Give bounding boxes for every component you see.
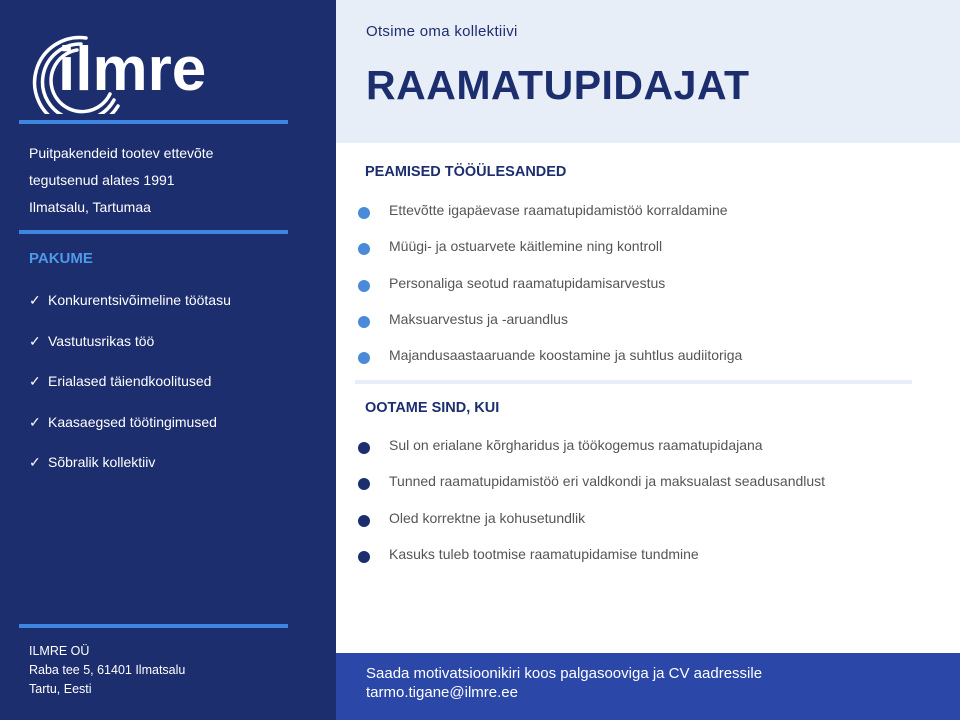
address-line: ILMRE OÜ	[29, 644, 90, 658]
list-item-text: Sul on erialane kõrgharidus ja töökogemus raamatupidajana	[389, 437, 763, 453]
bullet-icon	[358, 316, 370, 328]
sidebar-divider	[19, 230, 288, 234]
duties-list	[358, 202, 742, 383]
list-item	[358, 311, 742, 347]
list-item-text: Tunned raamatupidamistöö eri valdkondi ja maksualast seadusandlust	[389, 473, 826, 490]
offer-item	[29, 414, 231, 455]
company-line: Ilmatsalu, Tartumaa	[29, 199, 151, 215]
company-address	[29, 642, 185, 699]
footer-instructions: Saada motivatsioonikiri koos palgasooviga ja CV aadressile	[366, 665, 763, 682]
list-item	[358, 437, 825, 473]
bullet-icon	[358, 442, 370, 454]
sidebar-divider	[19, 120, 288, 124]
list-item	[358, 347, 742, 383]
list-item	[358, 238, 742, 274]
company-line: Puitpakendeid tootev ettevõte	[29, 145, 214, 161]
offer-item	[29, 373, 231, 414]
address-line: Raba tee 5, 61401 Ilmatsalu	[29, 663, 186, 677]
bullet-icon	[358, 207, 370, 219]
section-divider	[355, 380, 912, 384]
bullet-icon	[358, 243, 370, 255]
sidebar	[0, 0, 336, 720]
offer-item-label: Vastutusrikas töö	[48, 332, 155, 349]
company-line: tegutsenud alates 1991	[29, 172, 175, 188]
check-icon: ✓	[29, 373, 41, 389]
header-banner	[336, 0, 960, 143]
list-item-text: Personaliga seotud raamatupidamisarvestus	[389, 274, 666, 291]
contact-email-link[interactable]: tarmo.tigane@ilmre.ee	[366, 684, 518, 701]
check-icon: ✓	[29, 292, 41, 308]
ilmre-logo	[26, 14, 226, 114]
company-description	[29, 140, 213, 221]
offer-item-label: Sõbralik kollektiiv	[48, 454, 156, 470]
list-item	[358, 275, 742, 311]
list-item-text: Majandusaastaaruande koostamine ja suhtlus audiitoriga	[389, 347, 743, 364]
footer-text	[366, 664, 762, 702]
requirements-list	[358, 437, 825, 582]
requirements-heading: OOTAME SIND, KUI	[365, 400, 500, 416]
bullet-icon	[358, 551, 370, 563]
list-item	[358, 202, 742, 238]
bullet-icon	[358, 478, 370, 490]
footer-banner	[336, 653, 960, 720]
offer-list	[29, 292, 231, 495]
check-icon: ✓	[29, 332, 41, 349]
address-line: Tartu, Eesti	[29, 682, 92, 696]
bullet-icon	[358, 515, 370, 527]
page-title: RAAMATUPIDAJAT	[366, 62, 750, 108]
list-item	[358, 546, 825, 582]
offer-heading: PAKUME	[29, 250, 93, 267]
svg-text:ilmre: ilmre	[58, 35, 207, 104]
sidebar-divider	[19, 624, 288, 628]
list-item-text: Oled korrektne ja kohusetundlik	[389, 509, 586, 526]
list-item-text: Maksuarvestus ja -aruandlus	[389, 310, 568, 327]
offer-item	[29, 292, 231, 333]
list-item	[358, 510, 825, 546]
offer-item	[29, 454, 231, 495]
duties-heading: PEAMISED TÖÖÜLESANDED	[365, 164, 567, 180]
bullet-icon	[358, 352, 370, 364]
list-item-text: Kasuks tuleb tootmise raamatupidamise tundmine	[389, 545, 699, 562]
header-kicker: Otsime oma kollektiivi	[366, 23, 518, 40]
offer-item-label: Erialased täiendkoolitused	[48, 373, 212, 389]
bullet-icon	[358, 280, 370, 292]
offer-item	[29, 333, 231, 374]
list-item	[358, 473, 825, 509]
check-icon: ✓	[29, 413, 41, 430]
list-item-text: Ettevõtte igapäevase raamatupidamistöö korraldamine	[389, 202, 728, 218]
offer-item-label: Kaasaegsed töötingimused	[48, 413, 217, 430]
offer-item-label: Konkurentsivõimeline töötasu	[48, 292, 231, 308]
list-item-text: Müügi- ja ostuarvete käitlemine ning kontroll	[389, 238, 663, 255]
check-icon: ✓	[29, 454, 41, 470]
